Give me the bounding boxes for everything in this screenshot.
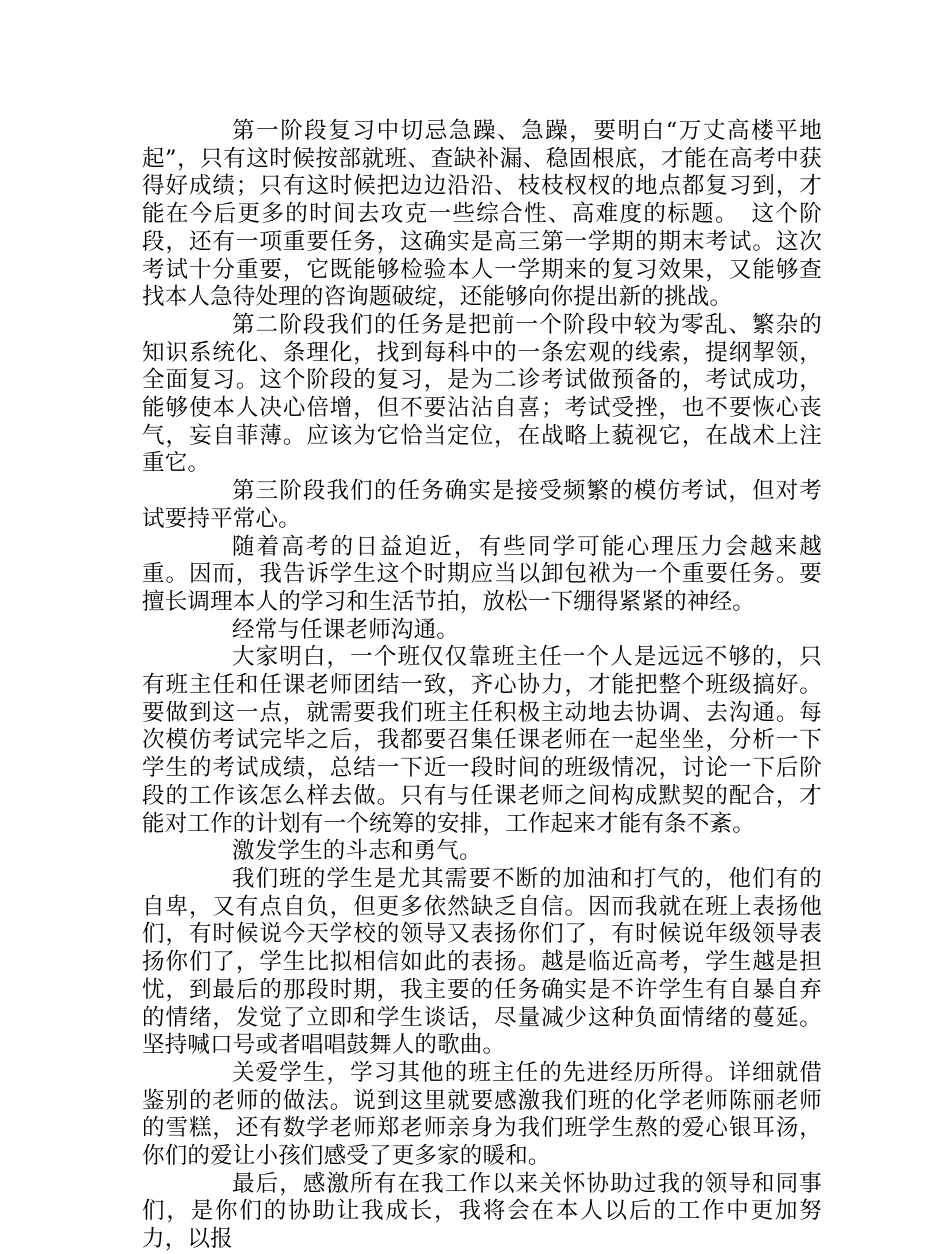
- document-page: [142, 118, 822, 1254]
- paragraph-encouragement: 我们班的学生是尤其需要不断的加油和打气的，他们有的自卑，又有点自负，但更多依然缺乏自信。因而我就在班上表扬他们，有时候说今天学校的领导又表扬你们了，有时候说年级领导表扬你们了，学生比拟相信如此的表扬。越是临近高考，学生越是担忧，到最后的那段时期，我主要的任务确实是不许学生有自暴自弃的情绪，发觉了立即和学生谈话，尽量减少这种负面情绪的蔓延。坚持喊口号或者唱唱鼓舞人的歌曲。: [142, 865, 822, 1059]
- paragraph-pressure: 随着高考的日益迫近，有些同学可能心理压力会越来越重。因而，我告诉学生这个时期应当以卸包袱为一个重要任务。要擅长调理本人的学习和生活节拍，放松一下绷得紧紧的神经。: [142, 533, 822, 615]
- paragraph-stage-two: 第二阶段我们的任务是把前一个阶段中较为零乱、繁杂的知识系统化、条理化，找到每科中的一条宏观的线索，提纲挈领，全面复习。这个阶段的复习，是为二诊考试做预备的，考试成功，能够使本人决心倍增，但不要沾沾自喜；考试受挫，也不要恢心丧气，妄自菲薄。应该为它恰当定位，在战略上藐视它，在战术上注重它。: [142, 311, 822, 477]
- paragraph-stage-three: 第三阶段我们的任务确实是接受频繁的模仿考试，但对考试要持平常心。: [142, 478, 822, 532]
- heading-communicate-teachers: 经常与任课老师沟通。: [232, 616, 460, 643]
- heading-motivate-students: 激发学生的斗志和勇气。: [232, 838, 482, 865]
- paragraph-stage-one: 第一阶段复习中切忌急躁、急躁，要明白“万丈高楼平地起”，只有这时候按部就班、查缺补漏、稳固根底，才能在高考中获得好成绩；只有这时候把边边沿沿、枝枝杈杈的地点都复习到，才能在今后更多的时间去攻克一些综合性、高难度的标题。 这个阶段，还有一项重要任务，这确实是高三第一学期的期末考试。这次考试十分重要，它既能够检验本人一学期来的复习效果，又能够查找本人急待处理的咨询题破绽，还能够向你提出新的挑战。: [142, 118, 822, 311]
- paragraph-thanks: 最后，感激所有在我工作以来关怀协助过我的领导和同事们，是你们的协助让我成长，我将会在本人以后的工作中更加努力，以报: [142, 1170, 822, 1253]
- paragraph-care-students: 关爱学生，学习其他的班主任的先进经历所得。详细就借鉴别的老师的做法。说到这里就要感激我们班的化学老师陈丽老师的雪糕，还有数学老师郑老师亲身为我们班学生熬的爱心银耳汤，你们的爱让小孩们感受了更多家的暖和。: [142, 1059, 822, 1170]
- paragraph-teamwork: 大家明白，一个班仅仅靠班主任一个人是远远不够的，只有班主任和任课老师团结一致，齐心协力，才能把整个班级搞好。要做到这一点，就需要我们班主任积极主动地去协调、去沟通。每次模仿考试完毕之后，我都要召集任课老师在一起坐坐，分析一下学生的考试成绩，总结一下近一段时间的班级情况，讨论一下后阶段的工作该怎么样去做。只有与任课老师之间构成默契的配合，才能对工作的计划有一个统筹的安排，工作起来才能有条不紊。: [142, 644, 822, 837]
